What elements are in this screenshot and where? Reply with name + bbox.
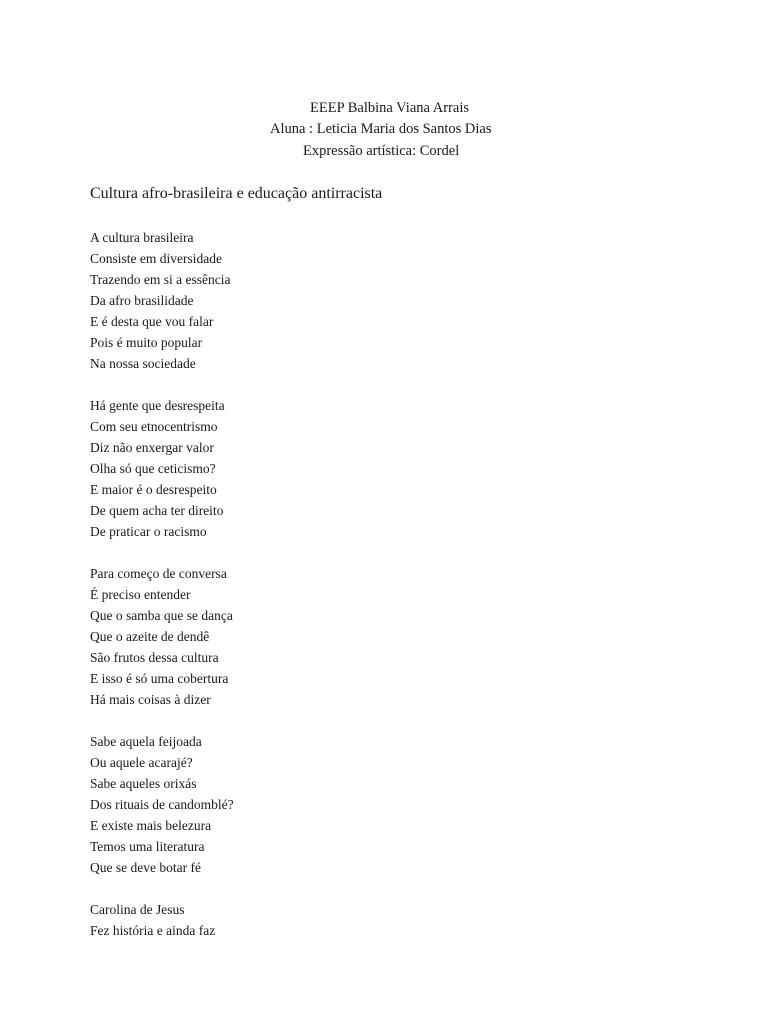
verse: Da afro brasilidade bbox=[90, 293, 194, 308]
verse: Que se deve botar fé bbox=[90, 860, 201, 875]
verse: Que o samba que se dança bbox=[90, 608, 233, 623]
verse: Pois é muito popular bbox=[90, 335, 203, 350]
stanza bbox=[90, 563, 690, 710]
verse: Há mais coisas à dizer bbox=[90, 692, 211, 707]
verse: Fez história e ainda faz bbox=[90, 923, 216, 938]
stanza bbox=[90, 227, 690, 374]
verse: Para começo de conversa bbox=[90, 566, 227, 581]
verse: São frutos dessa cultura bbox=[90, 650, 219, 665]
verse: Diz não enxergar valor bbox=[90, 440, 214, 455]
verse: A cultura brasileira bbox=[90, 230, 194, 245]
verse: E maior é o desrespeito bbox=[90, 482, 217, 497]
poem bbox=[90, 227, 690, 962]
verse: Que o azeite de dendê bbox=[90, 629, 210, 644]
school-name: EEEP Balbina Viana Arrais bbox=[310, 100, 469, 116]
verse: De praticar o racismo bbox=[90, 524, 207, 539]
verse: Ou aquele acarajé? bbox=[90, 755, 193, 770]
verse: E é desta que vou falar bbox=[90, 314, 214, 329]
verse: Na nossa sociedade bbox=[90, 356, 196, 371]
verse: É preciso entender bbox=[90, 587, 191, 602]
stanza bbox=[90, 899, 690, 941]
verse: Olha só que ceticismo? bbox=[90, 461, 216, 476]
verse: Consiste em diversidade bbox=[90, 251, 222, 266]
verse: Há gente que desrespeita bbox=[90, 398, 225, 413]
verse: Com seu etnocentrismo bbox=[90, 419, 218, 434]
verse: Sabe aquela feijoada bbox=[90, 734, 202, 749]
verse: Dos rituais de candomblé? bbox=[90, 797, 234, 812]
verse: De quem acha ter direito bbox=[90, 503, 224, 518]
verse: Temos uma literatura bbox=[90, 839, 205, 854]
verse: E existe mais belezura bbox=[90, 818, 212, 833]
verse: Trazendo em si a essência bbox=[90, 272, 231, 287]
stanza bbox=[90, 395, 690, 542]
stanza bbox=[90, 731, 690, 878]
student-name: Aluna : Leticia Maria dos Santos Dias bbox=[270, 121, 492, 137]
verse: Carolina de Jesus bbox=[90, 902, 185, 917]
artistic-expression: Expressão artística: Cordel bbox=[303, 143, 460, 159]
verse: Sabe aqueles orixás bbox=[90, 776, 197, 791]
document-title: Cultura afro-brasileira e educação antirracista bbox=[90, 185, 383, 202]
verse: E isso é só uma cobertura bbox=[90, 671, 229, 686]
